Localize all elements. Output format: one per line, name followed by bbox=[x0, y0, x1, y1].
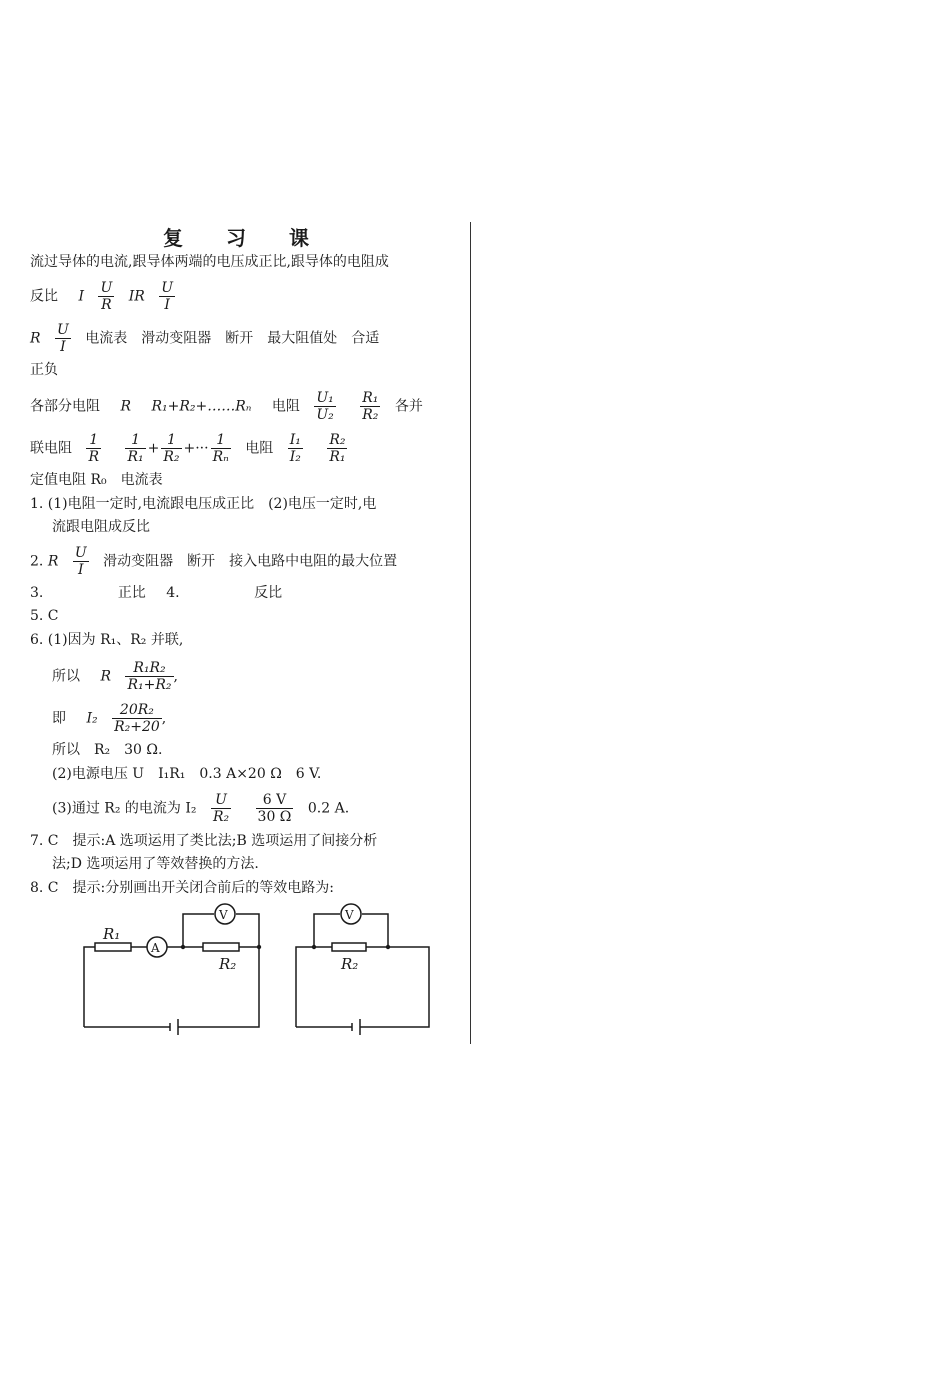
label-voltmeter: V bbox=[219, 908, 228, 922]
text: 电阻 bbox=[271, 398, 300, 415]
label-r2: R₂ bbox=[219, 955, 237, 973]
text: 电阻 bbox=[245, 440, 274, 457]
text-line: (2)电源电压 U I₁R₁ 0.3 A×20 Ω 6 V. bbox=[52, 766, 322, 782]
symbol: +··· bbox=[183, 440, 209, 457]
label-voltmeter2: V bbox=[345, 908, 354, 922]
text: 正比 bbox=[117, 585, 146, 601]
fraction: $\frac{\text{20R₂}}{\text{R₂+20}}$ bbox=[114, 702, 160, 735]
text-line: 8. C 提示:分别画出开关闭合前后的等效电路为: bbox=[30, 880, 334, 896]
text: 联电阻 bbox=[30, 440, 72, 457]
text: 各部分电阻 bbox=[30, 398, 100, 415]
formula: R₁+R₂+……Rₙ bbox=[151, 398, 252, 415]
text: , bbox=[173, 668, 178, 685]
text-line: 流过导体的电流,跟导体两端的电压成正比,跟导体的电阻成 bbox=[30, 254, 389, 270]
fraction: $\frac{\text{R₂}}{\text{R₁}}$ bbox=[329, 432, 346, 465]
text-line: 流跟电阻成反比 bbox=[52, 519, 150, 535]
fraction: $\frac{U}{I}$ bbox=[161, 280, 174, 313]
fraction: $\frac{1}{\text{R₁}}$ bbox=[127, 432, 144, 465]
text-line: 所以 R₂ 30 Ω. bbox=[52, 742, 163, 758]
label-r1: R₁ bbox=[103, 925, 121, 943]
fraction: $\frac{\text{R₁}}{\text{R₂}}$ bbox=[362, 390, 379, 423]
circuit-right bbox=[296, 904, 429, 1035]
fraction: $\frac{1}{\text{R₂}}$ bbox=[163, 432, 180, 465]
resistor-r1 bbox=[95, 943, 131, 951]
text: 反比 bbox=[254, 585, 283, 601]
text: 各并 bbox=[394, 398, 423, 415]
symbol: R bbox=[120, 398, 131, 415]
junction-dot bbox=[386, 945, 390, 949]
junction-dot bbox=[181, 945, 185, 949]
label-r2b: R₂ bbox=[341, 955, 359, 973]
symbol: IR bbox=[128, 288, 145, 305]
symbol: R bbox=[100, 668, 111, 685]
symbol: R bbox=[47, 553, 59, 570]
fraction: $\frac{U}{R}$ bbox=[100, 280, 113, 313]
text-line: 法;D 选项运用了等效替换的方法. bbox=[52, 856, 259, 872]
symbol: + bbox=[147, 440, 160, 457]
junction-dot bbox=[257, 945, 261, 949]
text: 电流表 滑动变阻器 断开 最大阻值处 合适 bbox=[85, 330, 380, 347]
fraction: $\frac{U}{I}$ bbox=[74, 545, 87, 578]
text: (3)通过 R₂ 的电流为 I₂ bbox=[52, 800, 197, 817]
fraction: $\frac{\text{R₁R₂}}{\text{R₁+R₂}}$ bbox=[127, 660, 172, 693]
text: 反比 bbox=[30, 288, 58, 305]
text: , bbox=[161, 710, 167, 727]
text-line: 6. (1)因为 R₁、R₂ 并联, bbox=[30, 632, 184, 648]
text-line: 1. (1)电阻一定时,电流跟电压成正比 (2)电压一定时,电 bbox=[30, 496, 377, 512]
page-title: 复 习 课 bbox=[163, 226, 327, 250]
text: 4. bbox=[166, 585, 180, 601]
resistor-r2b bbox=[332, 943, 366, 951]
text-line: 7. C 提示:A 选项运用了类比法;B 选项运用了间接分析 bbox=[30, 833, 378, 849]
fraction: $\frac{U}{I}$ bbox=[57, 322, 69, 355]
text: 3. bbox=[30, 585, 44, 601]
text: 即 bbox=[52, 710, 66, 727]
fraction: $\frac{1}{R}$ bbox=[88, 432, 99, 465]
fraction: $\frac{\text{I₁}}{\text{I₂}}$ bbox=[289, 432, 301, 465]
label-ammeter: A bbox=[151, 941, 160, 955]
symbol: I₂ bbox=[86, 710, 98, 727]
text-line: 正负 bbox=[30, 362, 58, 378]
text-line: 5. C bbox=[30, 608, 59, 624]
text: 2. bbox=[30, 553, 44, 570]
fraction: $\frac{U}{\text{R₂}}$ bbox=[212, 792, 230, 825]
symbol: I bbox=[78, 288, 84, 305]
text-line: 定值电阻 R₀ 电流表 bbox=[30, 472, 163, 488]
fraction: $\frac{1}{\text{Rₙ}}$ bbox=[212, 432, 229, 465]
resistor-r2 bbox=[203, 943, 239, 951]
fraction: $\frac{6 V}{30 \Omega}$ bbox=[257, 792, 292, 825]
text: 0.2 A. bbox=[307, 800, 350, 817]
text: 滑动变阻器 断开 接入电路中电阻的最大位置 bbox=[103, 553, 398, 570]
junction-dot bbox=[312, 945, 316, 949]
text: 所以 bbox=[52, 668, 80, 685]
fraction: $\frac{\text{U₁}}{\text{U₂}}$ bbox=[316, 390, 334, 423]
symbol: R bbox=[30, 330, 41, 347]
